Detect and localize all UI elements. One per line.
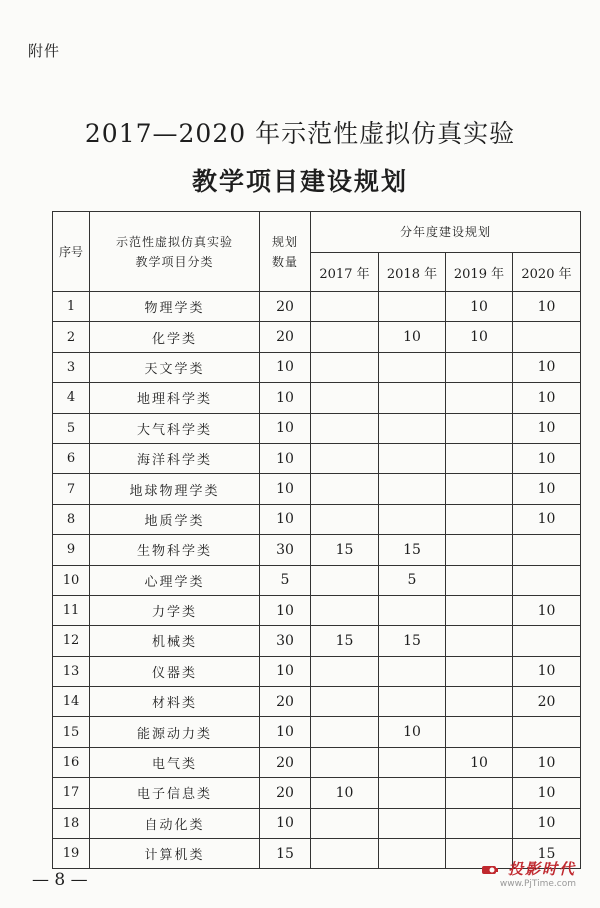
cell-2019 [446, 656, 513, 686]
cell-2017 [311, 656, 379, 686]
cell-planned: 20 [260, 322, 311, 352]
cell-2019 [446, 504, 513, 534]
cell-2017 [311, 443, 379, 473]
cell-planned: 10 [260, 504, 311, 534]
cell-seq: 3 [53, 352, 90, 382]
cell-category: 地球物理学类 [90, 474, 260, 504]
cell-category: 仪器类 [90, 656, 260, 686]
table-row [53, 504, 581, 534]
cell-seq: 2 [53, 322, 90, 352]
cell-planned: 10 [260, 383, 311, 413]
cell-planned: 20 [260, 292, 311, 322]
cell-2019 [446, 687, 513, 717]
cell-seq: 4 [53, 383, 90, 413]
cell-seq: 13 [53, 656, 90, 686]
cell-2020: 10 [513, 413, 581, 443]
cell-category: 自动化类 [90, 808, 260, 838]
cell-2020: 10 [513, 747, 581, 777]
cell-2018 [379, 292, 446, 322]
cell-2020: 10 [513, 778, 581, 808]
watermark-site: www.PjTime.com [499, 879, 576, 889]
cell-planned: 20 [260, 687, 311, 717]
table-row [53, 778, 581, 808]
cell-seq: 17 [53, 778, 90, 808]
cell-2018: 10 [379, 717, 446, 747]
table-row [53, 595, 581, 625]
cell-2019 [446, 413, 513, 443]
cell-seq: 16 [53, 747, 90, 777]
cell-seq: 9 [53, 535, 90, 565]
watermark-brand: 投影时代 [507, 860, 576, 878]
cell-category: 大气科学类 [90, 413, 260, 443]
cell-planned: 5 [260, 565, 311, 595]
table-row [53, 535, 581, 565]
cell-seq: 12 [53, 626, 90, 656]
cell-planned: 30 [260, 535, 311, 565]
cell-2018 [379, 656, 446, 686]
cell-2017 [311, 352, 379, 382]
cell-2018 [379, 839, 446, 869]
cell-2019 [446, 595, 513, 625]
cell-2018: 5 [379, 565, 446, 595]
cell-2019 [446, 383, 513, 413]
header-planned: 规划数量 [260, 212, 311, 292]
cell-2019 [446, 717, 513, 747]
cell-2018 [379, 504, 446, 534]
cell-planned: 10 [260, 717, 311, 747]
cell-category: 计算机类 [90, 839, 260, 869]
cell-2018: 10 [379, 322, 446, 352]
cell-2018 [379, 808, 446, 838]
cell-2017 [311, 717, 379, 747]
cell-planned: 10 [260, 808, 311, 838]
cell-seq: 7 [53, 474, 90, 504]
cell-category: 力学类 [90, 595, 260, 625]
table-row [53, 626, 581, 656]
cell-seq: 14 [53, 687, 90, 717]
cell-category: 材料类 [90, 687, 260, 717]
cell-category: 地质学类 [90, 504, 260, 534]
cell-2020: 10 [513, 808, 581, 838]
cell-2018 [379, 413, 446, 443]
cell-category: 心理学类 [90, 565, 260, 595]
cell-2018 [379, 687, 446, 717]
cell-planned: 20 [260, 747, 311, 777]
table-body [53, 292, 581, 869]
table-row [53, 808, 581, 838]
cell-2020: 20 [513, 687, 581, 717]
cell-2017 [311, 383, 379, 413]
cell-2017 [311, 322, 379, 352]
cell-category: 电子信息类 [90, 778, 260, 808]
cell-2020: 10 [513, 474, 581, 504]
cell-seq: 18 [53, 808, 90, 838]
cell-2020 [513, 717, 581, 747]
cell-2017 [311, 687, 379, 717]
cell-2018 [379, 383, 446, 413]
cell-2018: 15 [379, 535, 446, 565]
cell-2020 [513, 626, 581, 656]
cell-2017 [311, 565, 379, 595]
cell-2019 [446, 352, 513, 382]
cell-seq: 5 [53, 413, 90, 443]
cell-2020 [513, 565, 581, 595]
cell-category: 海洋科学类 [90, 443, 260, 473]
cell-2019 [446, 626, 513, 656]
cell-2020: 10 [513, 352, 581, 382]
cell-2019 [446, 808, 513, 838]
cell-2020: 10 [513, 292, 581, 322]
table-row [53, 687, 581, 717]
table-row [53, 656, 581, 686]
cell-category: 能源动力类 [90, 717, 260, 747]
header-year-2018: 2018 年 [379, 253, 446, 292]
cell-planned: 10 [260, 352, 311, 382]
cell-seq: 10 [53, 565, 90, 595]
cell-category: 化学类 [90, 322, 260, 352]
cell-planned: 10 [260, 656, 311, 686]
cell-2019 [446, 443, 513, 473]
cell-planned: 15 [260, 839, 311, 869]
cell-2017: 15 [311, 535, 379, 565]
table-row [53, 322, 581, 352]
table-row [53, 717, 581, 747]
cell-2020: 10 [513, 383, 581, 413]
cell-2017 [311, 413, 379, 443]
cell-2019 [446, 778, 513, 808]
cell-seq: 6 [53, 443, 90, 473]
cell-2019 [446, 535, 513, 565]
cell-2020: 10 [513, 504, 581, 534]
cell-2019: 10 [446, 322, 513, 352]
cell-seq: 19 [53, 839, 90, 869]
table-row [53, 443, 581, 473]
cell-2018: 15 [379, 626, 446, 656]
cell-planned: 10 [260, 413, 311, 443]
cell-2017 [311, 504, 379, 534]
cell-2020 [513, 535, 581, 565]
header-year-2017: 2017 年 [311, 253, 379, 292]
cell-2020: 10 [513, 656, 581, 686]
title-line-1: 2017—2020 年示范性虚拟仿真实验 [84, 119, 516, 148]
cell-2020 [513, 322, 581, 352]
cell-seq: 8 [53, 504, 90, 534]
page-number: — 8 — [32, 870, 88, 890]
header-year-2020: 2020 年 [513, 253, 581, 292]
table-row [53, 383, 581, 413]
cell-2017 [311, 839, 379, 869]
title-line-2: 教学项目建设规划 [191, 167, 408, 196]
cell-2017 [311, 595, 379, 625]
header-annual-plan: 分年度建设规划 [311, 212, 581, 253]
table-row [53, 413, 581, 443]
table-row [53, 565, 581, 595]
cell-category: 地理科学类 [90, 383, 260, 413]
table-row [53, 747, 581, 777]
cell-seq: 1 [53, 292, 90, 322]
cell-planned: 30 [260, 626, 311, 656]
cell-2018 [379, 778, 446, 808]
cell-seq: 11 [53, 595, 90, 625]
cell-2019 [446, 565, 513, 595]
cell-seq: 15 [53, 717, 90, 747]
cell-planned: 10 [260, 474, 311, 504]
cell-2018 [379, 352, 446, 382]
header-seq: 序号 [53, 212, 90, 292]
cell-2018 [379, 747, 446, 777]
cell-planned: 20 [260, 778, 311, 808]
cell-2019: 10 [446, 747, 513, 777]
cell-2018 [379, 474, 446, 504]
cell-2020: 10 [513, 443, 581, 473]
cell-planned: 10 [260, 595, 311, 625]
table-row [53, 292, 581, 322]
watermark [481, 858, 576, 889]
table-row [53, 352, 581, 382]
cell-2017: 15 [311, 626, 379, 656]
cell-planned: 10 [260, 443, 311, 473]
attachment-label: 附件 [28, 42, 61, 60]
cell-category: 电气类 [90, 747, 260, 777]
cell-2017: 10 [311, 778, 379, 808]
cell-2017 [311, 747, 379, 777]
cell-2018 [379, 443, 446, 473]
projector-icon [481, 863, 499, 877]
plan-table [52, 211, 581, 869]
cell-2019 [446, 474, 513, 504]
cell-2017 [311, 292, 379, 322]
cell-2020: 15 [513, 839, 581, 869]
cell-category: 物理学类 [90, 292, 260, 322]
header-category: 示范性虚拟仿真实验教学项目分类 [90, 212, 260, 292]
header-year-2019: 2019 年 [446, 253, 513, 292]
table-row [53, 474, 581, 504]
cell-category: 机械类 [90, 626, 260, 656]
cell-category: 生物科学类 [90, 535, 260, 565]
cell-2018 [379, 595, 446, 625]
cell-2017 [311, 474, 379, 504]
cell-2017 [311, 808, 379, 838]
cell-2019: 10 [446, 292, 513, 322]
cell-category: 天文学类 [90, 352, 260, 382]
cell-2020: 10 [513, 595, 581, 625]
